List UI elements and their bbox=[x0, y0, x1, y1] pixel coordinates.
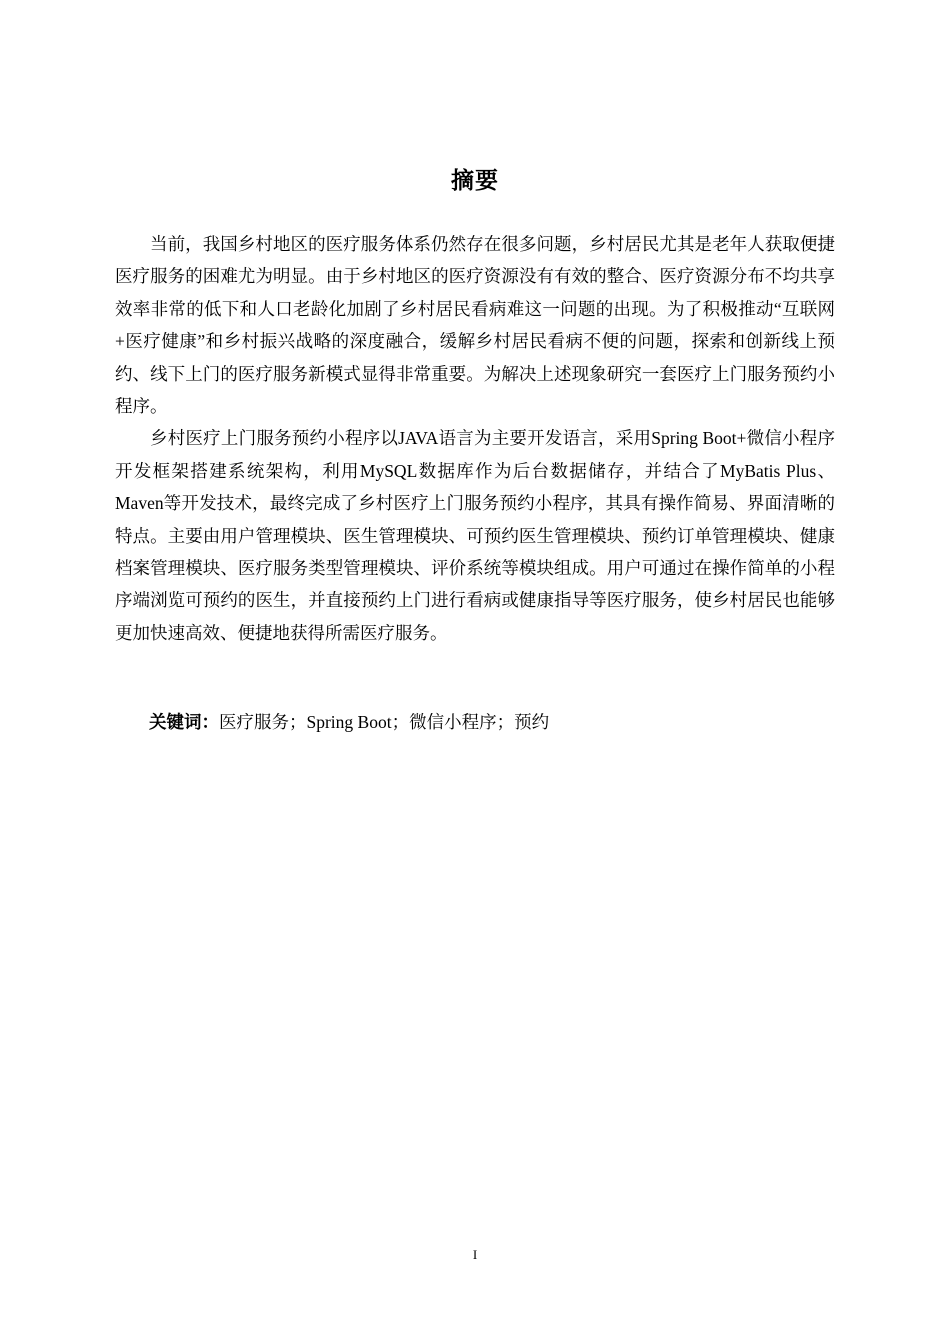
abstract-paragraph-2: 乡村医疗上门服务预约小程序以JAVA语言为主要开发语言，采用Spring Boot+微信小程序开发框架搭建系统架构，利用MySQL数据库作为后台数据储存，并结合了MyBatis Plus、Maven等开发技术，最终完成了乡村医疗上门服务预约小程序，其具有操作简易、界面清晰的特点。主要由用户管理模块、医生管理模块、可预约医生管理模块、预约订单管理模块、健康档案管理模块、医疗服务类型管理模块、评价系统等模块组成。用户可通过在操作简单的小程序端浏览可预约的医生，并直接预约上门进行看病或健康指导等医疗服务，使乡村居民也能够更加快速高效、便捷地获得所需医疗服务。 bbox=[115, 428, 835, 643]
abstract-body bbox=[115, 228, 835, 649]
abstract-title: 摘要 bbox=[451, 168, 499, 194]
abstract-paragraph-1: 当前，我国乡村地区的医疗服务体系仍然存在很多问题，乡村居民尤其是老年人获取便捷医疗服务的困难尤为明显。由于乡村地区的医疗资源没有有效的整合、医疗资源分布不均共享效率非常的低下和人口老龄化加剧了乡村居民看病难这一问题的出现。为了积极推动“互联网+医疗健康”和乡村振兴战略的深度融合，缓解乡村居民看病不便的问题，探索和创新线上预约、线下上门的医疗服务新模式显得非常重要。为解决上述现象研究一套医疗上门服务预约小程序。 bbox=[115, 234, 835, 417]
keywords-line bbox=[149, 706, 839, 739]
keywords-label: 关键词： bbox=[149, 713, 219, 733]
keywords-text: 医疗服务；Spring Boot；微信小程序；预约 bbox=[219, 712, 550, 732]
page-number: I bbox=[472, 1247, 478, 1262]
